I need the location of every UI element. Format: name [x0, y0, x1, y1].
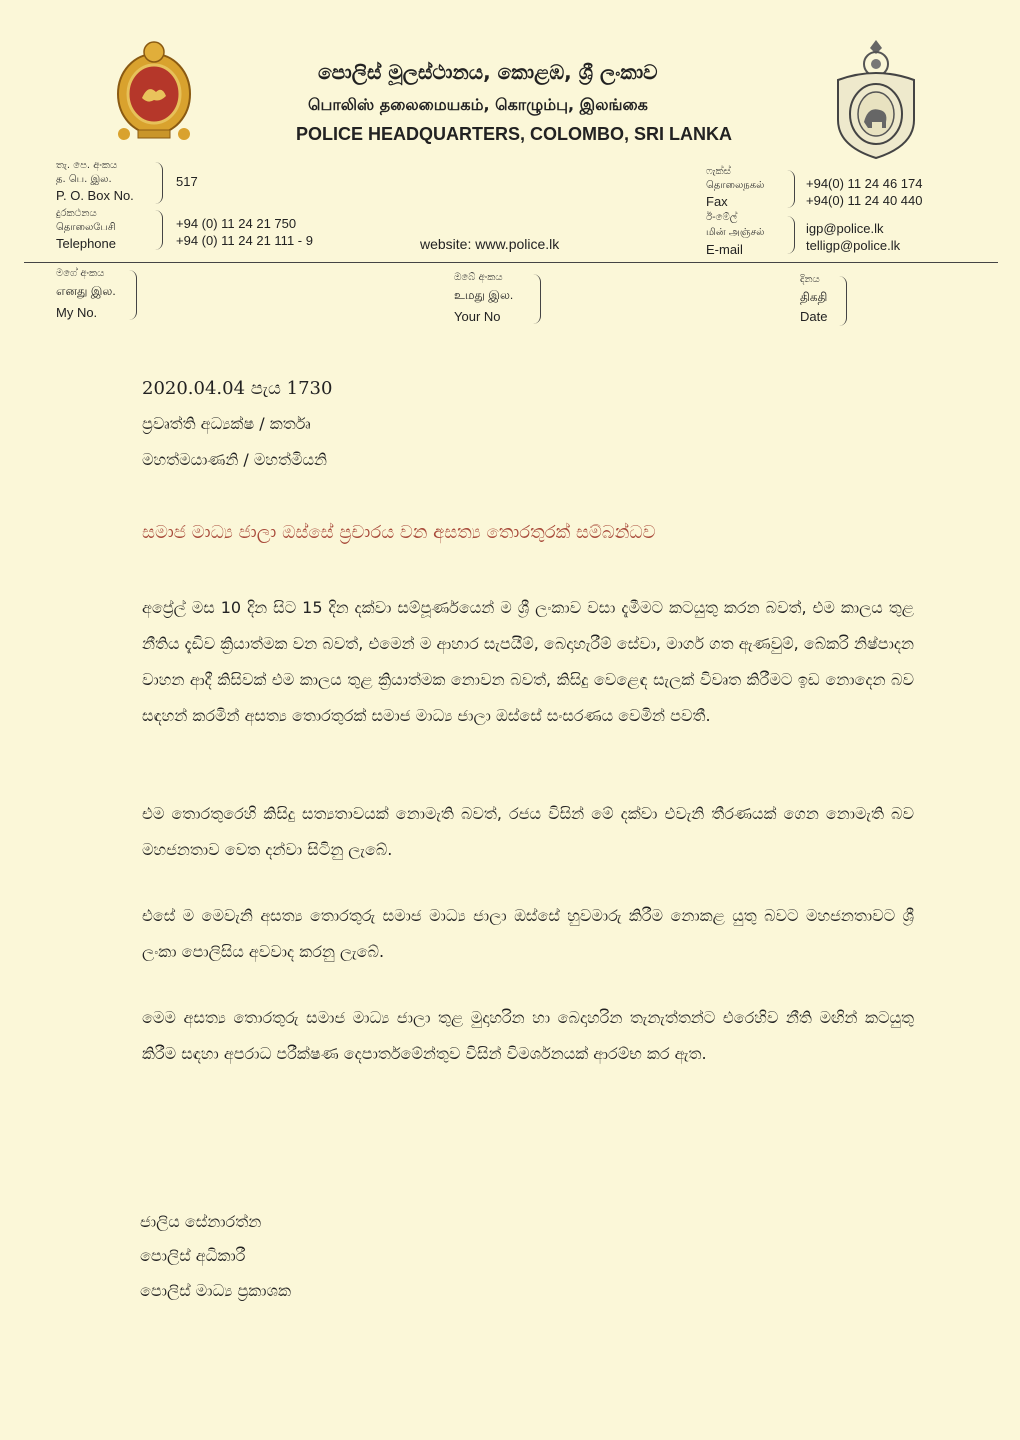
body-paragraph-4: මෙම අසත්‍ය තොරතුරු සමාජ මාධ්‍ය ජාලා තුළ මුදාහරින හා බෙදාහරින තැනැත්තන්ට එරෙහිව නීති මඟින් කටයුතු කිරීම සඳහා අපරාධ පරීක්ෂණ දෙපාර්තමේන්තුව විසින් විමර්ශනයක් ආරම්භ කර ඇත.	[142, 1008, 914, 1063]
website-link[interactable]: website: www.police.lk	[420, 236, 560, 252]
my-no-label-en: My No.	[56, 305, 98, 320]
signatory-name: ජාලිය සේනාරත්න	[140, 1212, 262, 1231]
letter-subject: සමාජ මාධ්‍ය ජාලා ඔස්සේ ප්‍රචාරය වන අසත්‍ය තොරතුරක් සම්බන්ධව	[142, 522, 656, 543]
pobox-value: 517	[176, 174, 198, 189]
pobox-label-ta: த. பெ. இல.	[56, 174, 112, 185]
my-no-label-si: මගේ අංකය	[56, 268, 105, 279]
pobox-brace	[154, 162, 163, 204]
fax-label-ta: தொலைநகல்	[706, 180, 765, 191]
your-no-label-en: Your No	[454, 309, 501, 324]
phone-brace	[154, 210, 163, 250]
my-no-brace	[128, 270, 137, 320]
email-label-si: ඊ-මේල්	[706, 212, 738, 223]
fax-number-2: +94(0) 11 24 40 440	[806, 193, 923, 208]
addressee-line-2: මහත්මයාණනි / මහත්මියනි	[142, 450, 327, 469]
fax-number-1: +94(0) 11 24 46 174	[806, 176, 923, 191]
phone-label-en: Telephone	[56, 236, 116, 251]
phone-label-ta: தொலைபேசி	[56, 222, 116, 233]
date-label-en: Date	[800, 309, 828, 324]
header-divider	[24, 262, 998, 263]
body-paragraph-3: එසේ ම මෙවැනි අසත්‍ය තොරතුරු සමාජ මාධ්‍ය ජාලා ඔස්සේ හුවමාරු කිරීම නොකළ යුතු බවට මහජනතාවට ශ්‍රී ලංකා පොලිසිය අවවාද කරනු ලැබේ.	[142, 906, 914, 961]
fax-brace	[786, 170, 795, 208]
phone-number-1: +94 (0) 11 24 21 750	[176, 216, 297, 231]
fax-label-en: Fax	[706, 194, 728, 209]
email-label-en: E-mail	[706, 242, 743, 257]
addressee-line-1: ප්‍රවෘත්ති අධ්‍යක්ෂ / කර්තෘ	[142, 414, 311, 433]
email-address-1[interactable]: igp@police.lk	[806, 221, 884, 236]
your-no-label-ta: உமது இல.	[454, 288, 514, 302]
signatory-role: පොලිස් මාධ්‍ය ප්‍රකාශක	[140, 1281, 291, 1300]
fax-label-si: ෆැක්ස්	[706, 166, 731, 177]
signatory-rank: පොලිස් අධිකාරී	[140, 1246, 246, 1265]
national-emblem-icon	[108, 36, 200, 144]
header-title-tamil: பொலிஸ் தலைமையகம், கொழும்பு, இலங்கை	[308, 95, 648, 114]
pobox-label-en: P. O. Box No.	[56, 188, 134, 203]
date-brace	[838, 276, 847, 326]
phone-label-si: දුරකථනය	[56, 208, 97, 219]
date-label-si: දිනය	[800, 274, 820, 285]
header-title-english: POLICE HEADQUARTERS, COLOMBO, SRI LANKA	[296, 124, 733, 144]
body-paragraph-1: අප්‍රේල් මස 10 දින සිට 15 දින දක්වා සම්පූර්ණයෙන් ම ශ්‍රී ලංකාව වසා දැමීමට කටයුතු කරන බවත්, එම කාලය තුළ නීතිය දැඩිව ක්‍රියාත්මක වන බවත්, එමෙන් ම ආහාර සැපයීම්, බෙදාහැරීම් සේවා, මාර්ග ගත ඇණවුම්, බේකරි නිෂ්පාදන වාහන ආදී කිසිවක් එම කාලය තුළ ක්‍රියාත්මක නොවන බවත්, කිසිදු වෙළෙඳ සැලක් විවෘත කිරීමට ඉඩ නොදෙන බව සඳහන් කරමින් අසත්‍ය තොරතුරක් සමාජ මාධ්‍ය ජාලා ඔස්සේ සංසරණය වෙමින් පවතී.	[142, 598, 914, 725]
phone-number-2: +94 (0) 11 24 21 111 - 9	[176, 233, 313, 248]
email-label-ta: மின் அஞ்சல்	[706, 227, 765, 238]
date-label-ta: திகதி	[800, 290, 828, 304]
your-no-brace	[532, 274, 541, 324]
your-no-label-si: ඔබේ අංකය	[454, 272, 503, 283]
letter-date-time: 2020.04.04 පැය 1730	[142, 378, 333, 399]
email-brace	[786, 216, 795, 254]
pobox-label-si: තැ. පෙ. අංකය	[56, 160, 118, 171]
body-paragraph-2: එම තොරතුරෙහි කිසිදු සත්‍යතාවයක් නොමැති බවත්, රජය විසින් මේ දක්වා එවැනි තීරණයක් ගෙන නොමැති බව මහජනතාව වෙත දන්වා සිටිනු ලැබේ.	[142, 804, 914, 859]
police-emblem-icon	[830, 36, 922, 161]
email-address-2[interactable]: telligp@police.lk	[806, 238, 901, 253]
my-no-label-ta: எனது இல.	[56, 284, 116, 298]
header-title-sinhala: පොලිස් මූලස්ථානය, කොළඹ, ශ්‍රී ලංකාව	[318, 60, 658, 84]
